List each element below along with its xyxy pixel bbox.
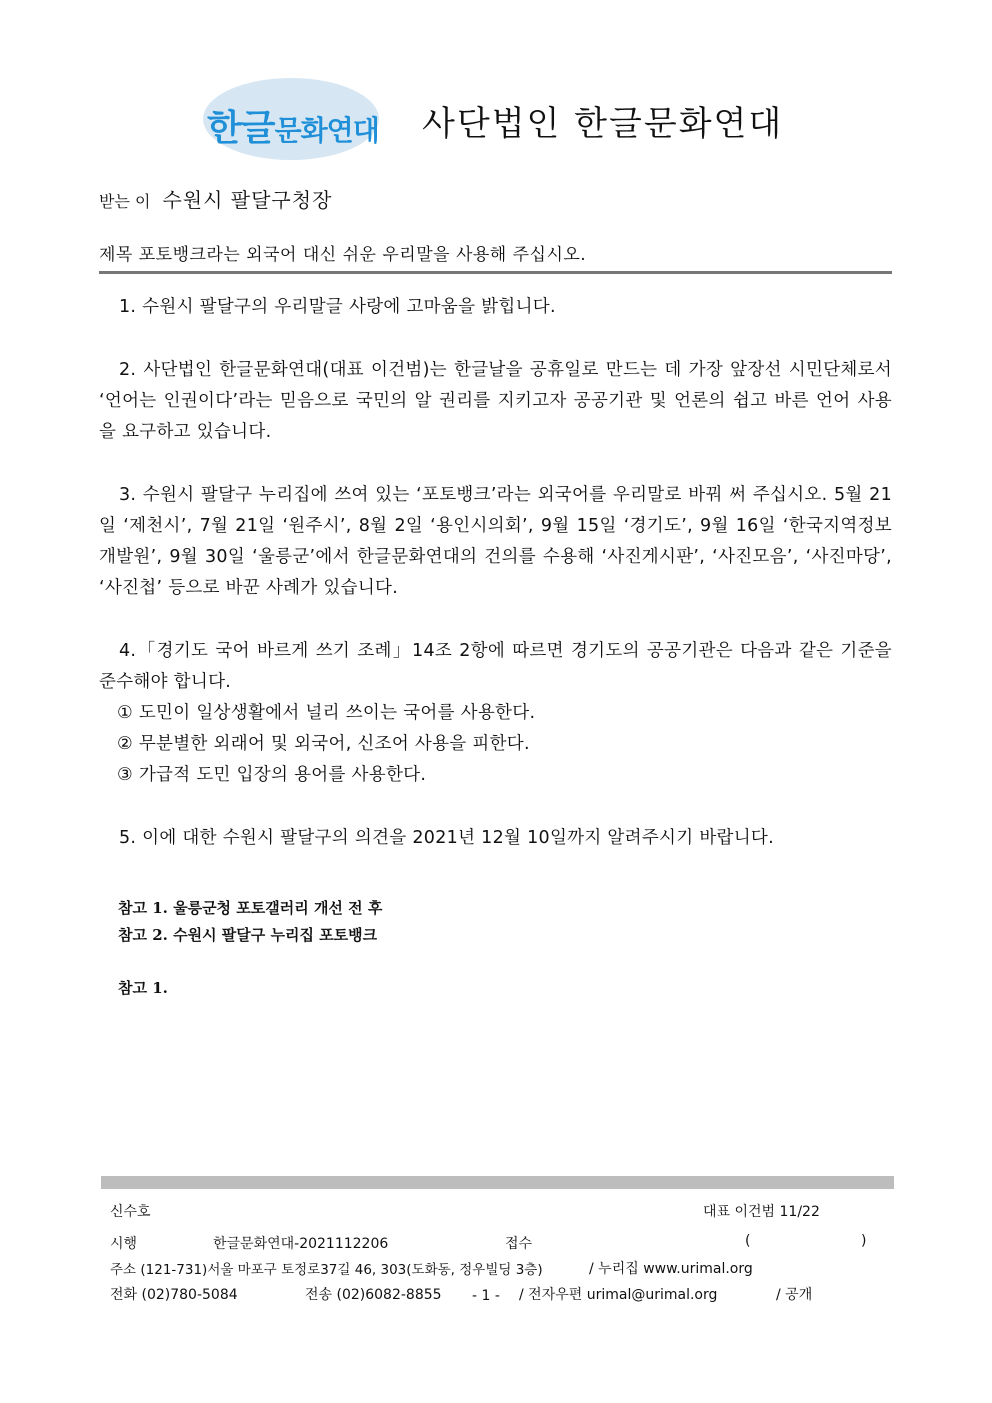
reference-2: 참고 2. 수원시 팔달구 누리집 포토뱅크	[118, 926, 378, 944]
approver: 대표 이건범 11/22	[703, 1204, 820, 1220]
email: / 전자우편 urimal@urimal.org	[519, 1287, 718, 1303]
paragraph-1: 1. 수원시 팔달구의 우리말글 사랑에 고마움을 밝힙니다.	[119, 297, 556, 317]
paragraph-2: 2. 사단법인 한글문화연대(대표 이건범)는 한글날을 공휴일로 만드는 데 가장 앞장선 시민단체로서 ‘언어는 인권이다’라는 믿음으로 국민의 알 권리를 지키고자 공공기관 및 언론의 쉽고 바른 언어 사용을 요구하고 있습니다.	[99, 360, 892, 442]
logo-main-text: 한글	[207, 108, 275, 149]
page-number: - 1 -	[472, 1288, 500, 1304]
footer-divider	[101, 1176, 894, 1189]
reference-1: 참고 1. 울릉군청 포토갤러리 개선 전 후	[118, 899, 383, 917]
reference-1-heading: 참고 1.	[118, 979, 168, 997]
address: 주소 (121-731)서울 마포구 토정로37길 46, 303(도화동, 정우빌딩 3층)	[110, 1262, 543, 1278]
receipt-label: 접수	[505, 1236, 533, 1252]
references	[118, 895, 382, 1002]
paragraph-5: 5. 이에 대한 수원시 팔달구의 의견을 2021년 12월 10일까지 알려주시기 바랍니다.	[119, 828, 774, 848]
criteria-item-2: ② 무분별한 외래어 및 외국어, 신조어 사용을 피한다.	[117, 734, 530, 754]
phone: 전화 (02)780-5084	[110, 1287, 238, 1303]
letter-body	[99, 292, 892, 854]
criteria-item-1: ① 도민이 일상생활에서 널리 쓰이는 국어를 사용한다.	[117, 703, 536, 723]
receipt-close: )	[861, 1233, 867, 1249]
doc-number: 한글문화연대-2021112206	[213, 1236, 389, 1252]
subject-line: 제목 포토뱅크라는 외국어 대신 쉬운 우리말을 사용해 주십시오.	[99, 245, 587, 265]
org-logo	[207, 100, 379, 151]
disclosure: / 공개	[776, 1287, 813, 1303]
logo-rest-text: 문화연대	[274, 114, 379, 147]
fax: 전송 (02)6082-8855	[305, 1287, 442, 1303]
paragraph-4: 4.「경기도 국어 바르게 쓰기 조례」14조 2항에 따르면 경기도의 공공기관은 다음과 같은 기준을 준수해야 합니다.	[99, 641, 892, 692]
criteria-item-3: ③ 가급적 도민 입장의 용어를 사용한다.	[117, 765, 427, 785]
recipient-line	[99, 184, 332, 213]
paragraph-3: 3. 수원시 팔달구 누리집에 쓰여 있는 ‘포토뱅크’라는 외국어를 우리말로 바꿔 써 주십시오. 5월 21일 ‘제천시’, 7월 21일 ‘원주시’, 8월 2일 ‘용인시의회’, 9월 15일 ‘경기도’, 9월 16일 ‘한국지역정보개발원’, 9월 30일 ‘울릉군’에서 한글문화연대의 건의를 수용해 ‘사진게시판’, ‘사진모음’, ‘사진마당’, ‘사진첩’ 등으로 바꾼 사례가 있습니다.	[99, 485, 892, 598]
website: / 누리집 www.urimal.org	[589, 1261, 753, 1277]
recipient-value: 수원시 팔달구청장	[162, 188, 333, 212]
org-title: 사단법인 한글문화연대	[422, 104, 784, 144]
recipient-label: 받는 이	[99, 192, 151, 211]
sender-label: 신수호	[110, 1204, 151, 1220]
exec-label: 시행	[110, 1236, 138, 1252]
receipt-open: (	[745, 1233, 751, 1249]
title-divider	[99, 271, 892, 274]
